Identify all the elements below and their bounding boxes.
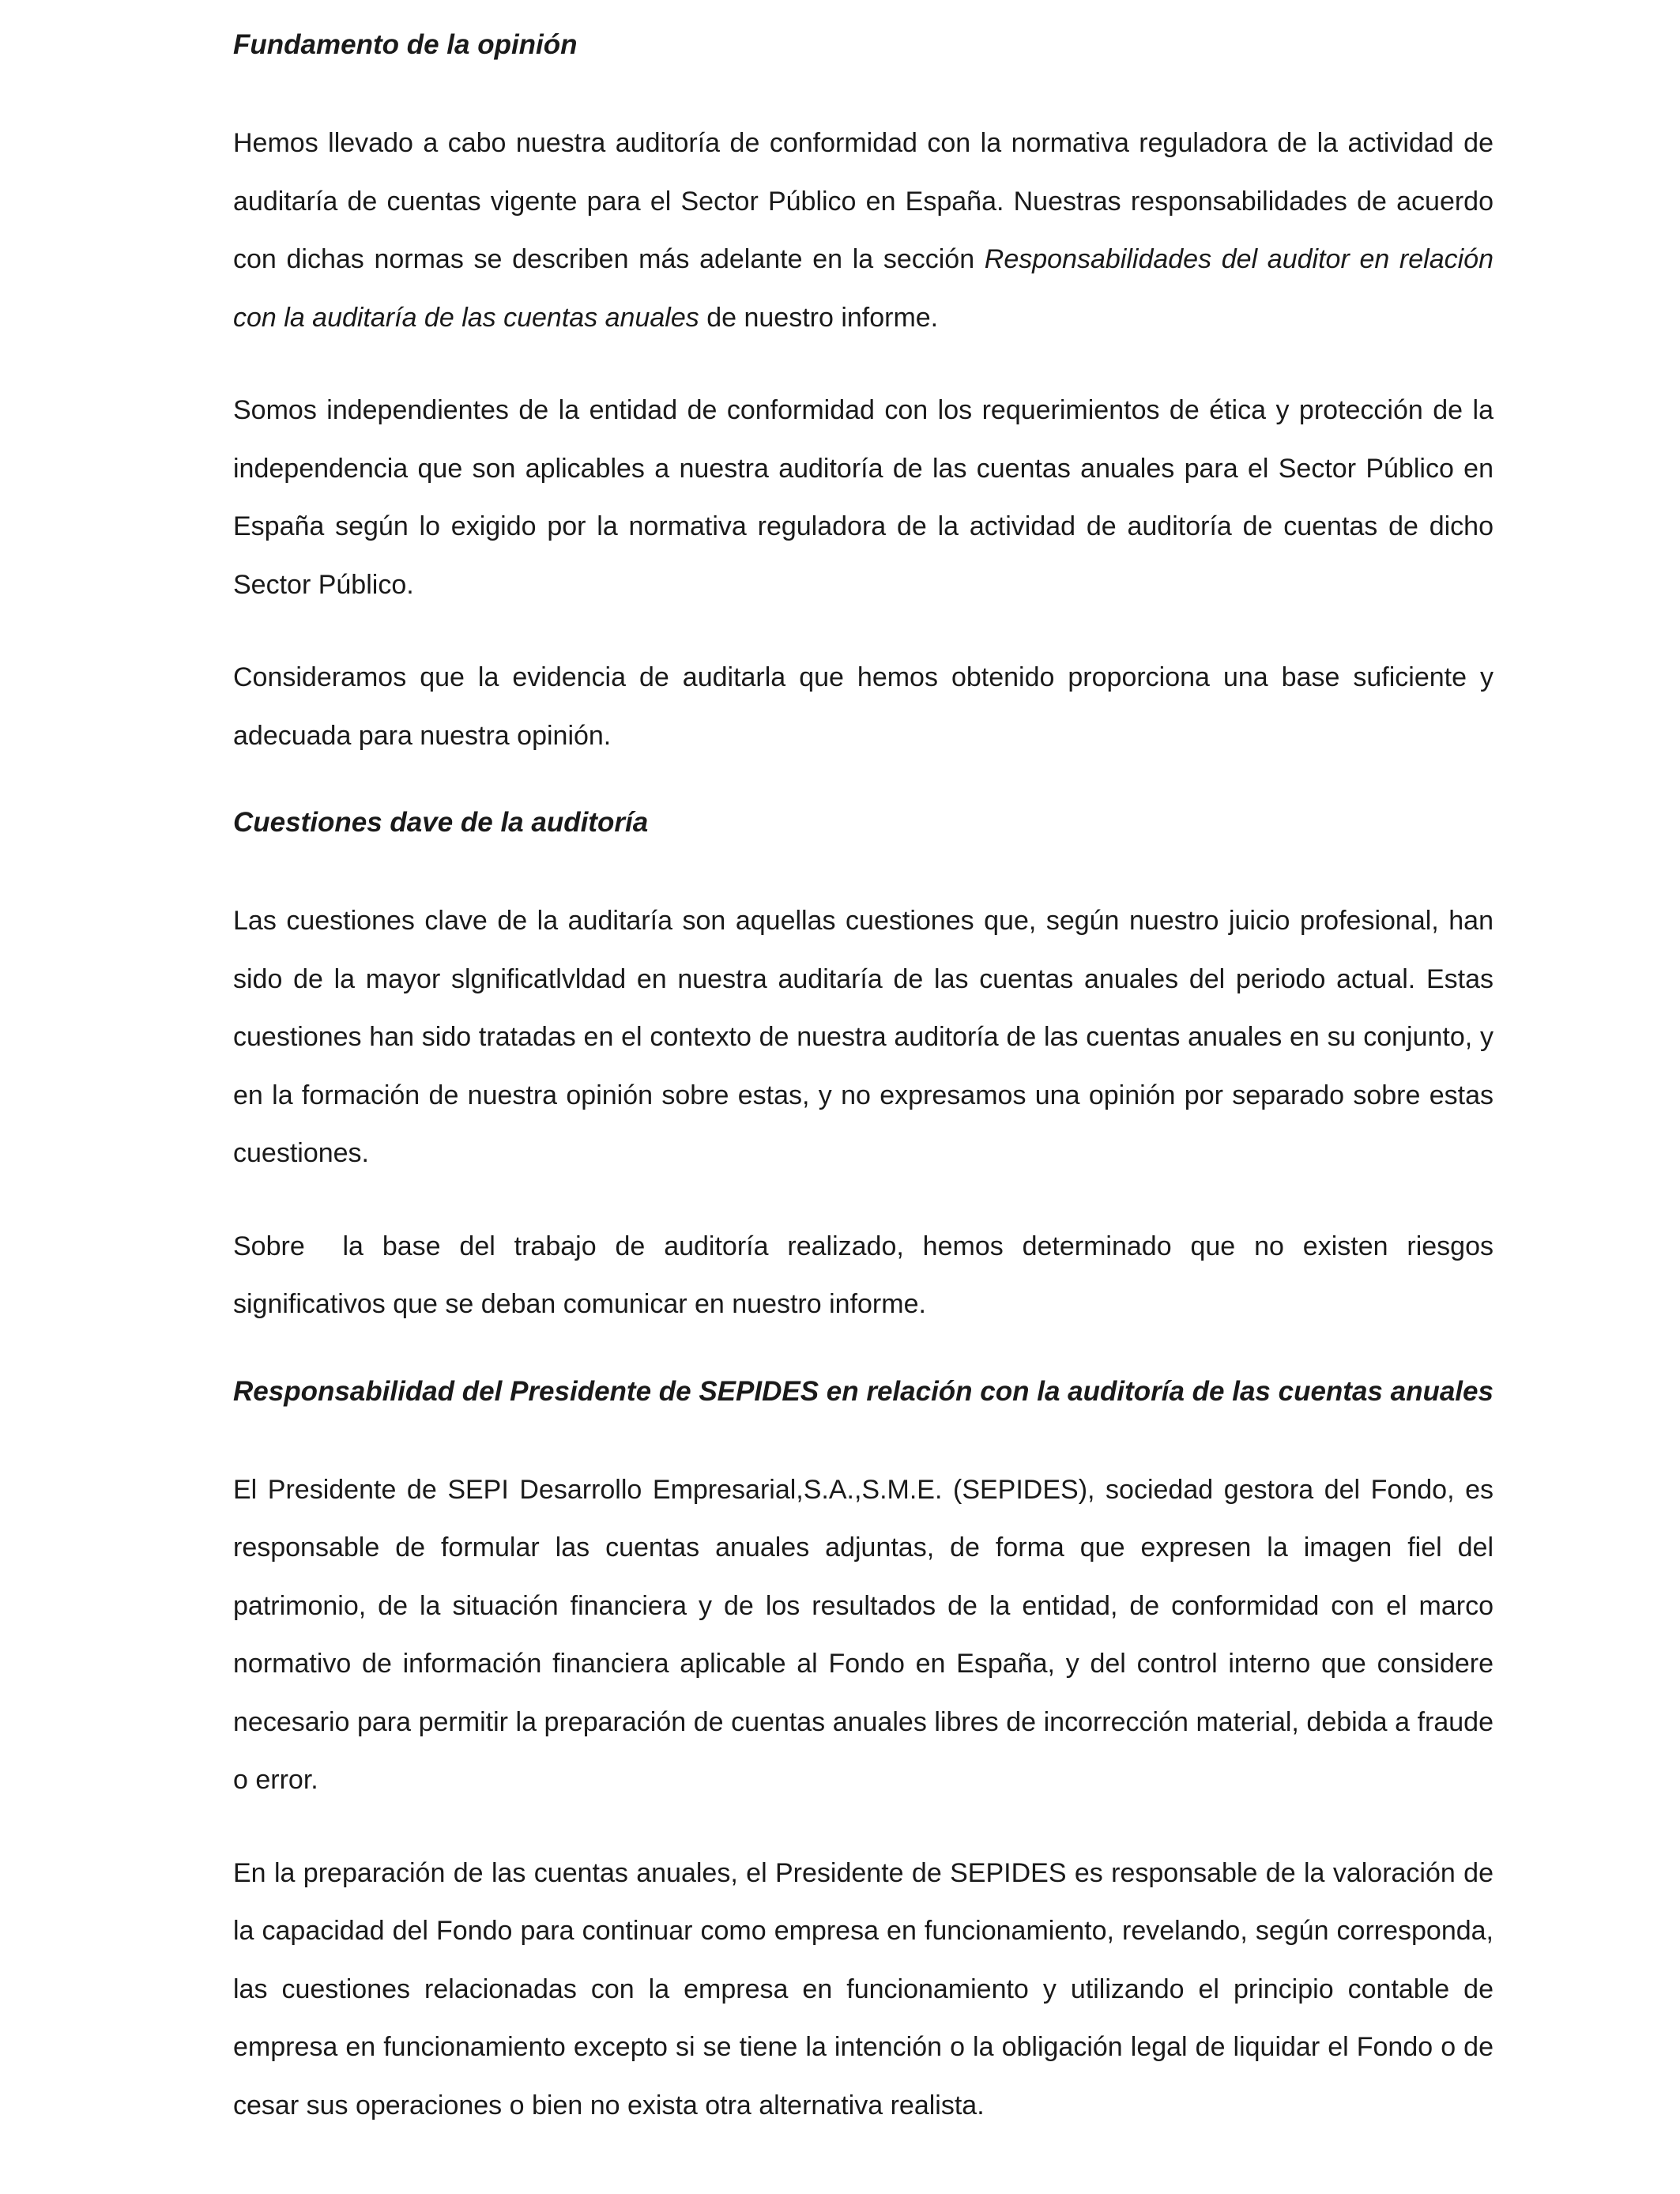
- section-heading-fundamento: Fundamento de la opinión: [233, 29, 578, 60]
- paragraph-independencia: Somos independientes de la entidad de conformidad con los requerimientos de ética y protección de la independencia que son aplicables a nuestra auditoría de las cuentas anuales para el Sector Público en España según lo exigido por la normativa reguladora de la actividad de auditoría de cuentas de dicho Sector Público.: [233, 395, 1494, 600]
- document-page: [233, 22, 1501, 2135]
- paragraph-empresa-funcionamiento: En la preparación de las cuentas anuales, el Presidente de SEPIDES es responsable de la valoración de la capacidad del Fondo para continuar como empresa en funcionamiento, revelando, según corresponda, las cuestiones relacionadas con la empresa en funcionamiento y utilizando el principio contable de empresa en funcionamiento excepto si se tiene la intención o la obligación legal de liquidar el Fondo o de cesar sus operaciones o bien no exista otra alternativa realista.: [233, 1857, 1494, 2120]
- paragraph-evidencia: Consideramos que la evidencia de auditarla que hemos obtenido proporciona una base suficiente y adecuada para nuestra opinión.: [233, 662, 1494, 751]
- section-heading-cuestiones-clave: Cuestiones dave de la auditoría: [233, 807, 649, 838]
- paragraph-riesgos: Sobre la base del trabajo de auditoría realizado, hemos determinado que no existen riesgos significativos que se deban comunicar en nuestro informe.: [233, 1231, 1501, 1319]
- section-heading-responsabilidad-presidente: Responsabilidad del Presidente de SEPIDES en relación con la auditoría de las cuentas anuales: [233, 1375, 1494, 1407]
- paragraph-responsabilidad-formular: El Presidente de SEPI Desarrollo Empresarial,S.A.,S.M.E. (SEPIDES), sociedad gestora del Fondo, es responsable de formular las cuentas anuales adjuntas, de forma que expresen la imagen fiel del patrimonio, de la situación financiera y de los resultados de la entidad, de conformidad con el marco normativo de información financiera aplicable al Fondo en España, y del control interno que considere necesario para permitir la preparación de cuentas anuales libres de incorrección material, debida a fraude o error.: [233, 1474, 1494, 1795]
- paragraph-cuestiones-clave: Las cuestiones clave de la auditaría son aquellas cuestiones que, según nuestro juicio profesional, han sido de la mayor slgnificatlvldad en nuestra auditaría de las cuentas anuales del periodo actual. Estas cuestiones han sido tratadas en el contexto de nuestra auditoría de las cuentas anuales en su conjunto, y en la formación de nuestra opinión sobre estas, y no expresamos una opinión por separado sobre estas cuestiones.: [233, 906, 1494, 1168]
- paragraph-auditoria-conformidad: Hemos llevado a cabo nuestra auditoría de conformidad con la normativa reguladora de la actividad de auditaría de cuentas vigente para el Sector Público en España. Nuestras responsabilidades de acuerdo con dichas normas se describen más adelante en la sección Responsabilidades del auditor en relación con la auditaría de las cuentas anuales de nuestro informe.: [233, 128, 1494, 333]
